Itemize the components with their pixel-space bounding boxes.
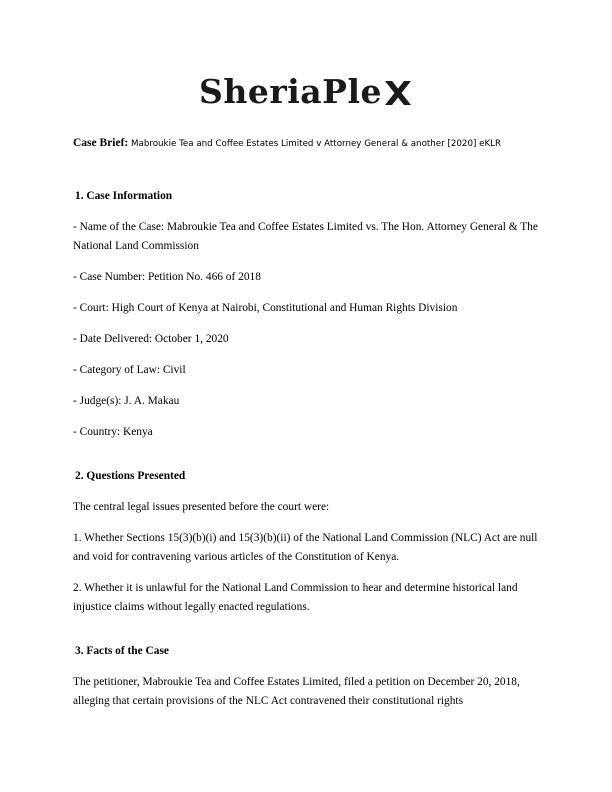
question-item: 1. Whether Sections 15(3)(b)(i) and 15(3)(b)(ii) of the National Land Commission (NLC) Act are null and void for contravening various articles of the Constitution of Kenya.: [73, 532, 538, 563]
case-brief-title: Mabroukie Tea and Coffee Estates Limited v Attorney General & another [2020] eKLR: [131, 139, 502, 149]
section-heading: 3. Facts of the Case: [75, 645, 169, 657]
section-facts-of-the-case: [73, 643, 543, 711]
section-case-information: [73, 188, 543, 442]
country: - Country: Kenya: [73, 426, 153, 438]
section-heading: 1. Case Information: [75, 190, 173, 202]
questions-intro: The central legal issues presented before the court were:: [73, 501, 330, 513]
logo-wordmark: SheriaPle: [199, 71, 382, 111]
section-heading: 2. Questions Presented: [75, 470, 186, 482]
judges: - Judge(s): J. A. Makau: [73, 395, 180, 407]
section-questions-presented: [73, 468, 543, 617]
sheriaplex-logo: [0, 71, 612, 111]
case-brief-label: Case Brief:: [73, 137, 129, 149]
case-number: - Case Number: Petition No. 466 of 2018: [73, 271, 261, 283]
date-delivered: - Date Delivered: October 1, 2020: [73, 333, 229, 345]
case-content: [73, 188, 543, 723]
facts-paragraph: The petitioner, Mabroukie Tea and Coffee Estates Limited, filed a petition on December 20, 2018, alleging that certain provisions of the NLC Act contravened their constitutional rights: [73, 676, 520, 707]
x-mark-icon: [383, 78, 413, 108]
case-name: - Name of the Case: Mabroukie Tea and Coffee Estates Limited vs. The Hon. Attorney General & The National Land Commission: [73, 221, 538, 252]
case-brief-line: [73, 136, 573, 151]
question-item: 2. Whether it is unlawful for the National Land Commission to hear and determine historical land injustice claims without legally enacted regulations.: [73, 582, 518, 613]
category-of-law: - Category of Law: Civil: [73, 364, 186, 376]
case-court: - Court: High Court of Kenya at Nairobi, Constitutional and Human Rights Division: [73, 302, 458, 314]
